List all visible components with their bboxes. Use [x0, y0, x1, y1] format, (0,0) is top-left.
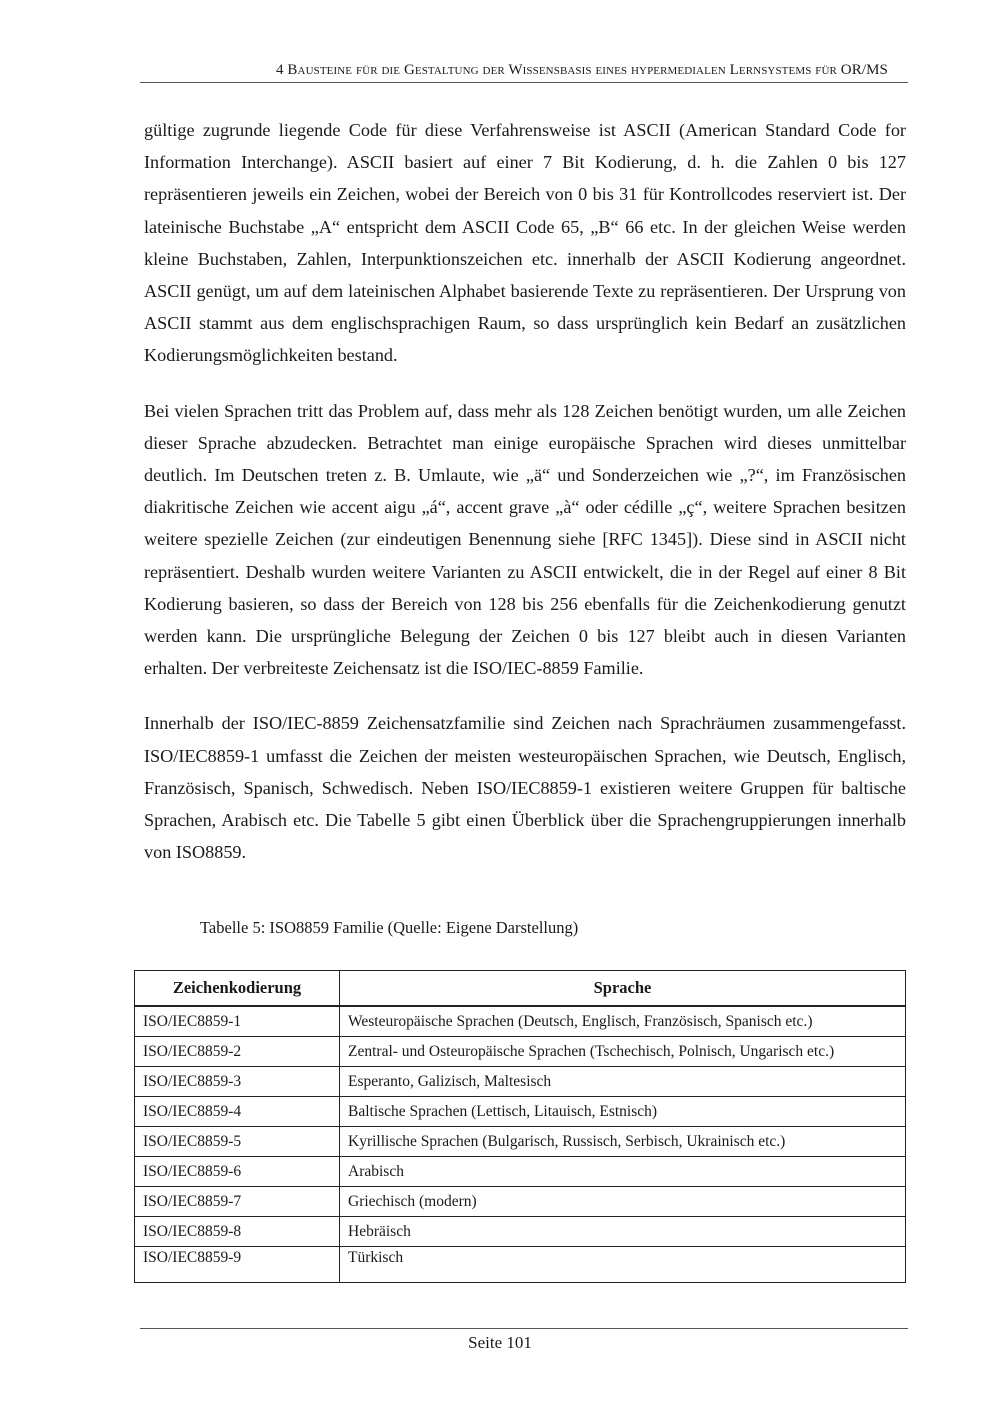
- language-cell: Westeuropäische Sprachen (Deutsch, Englisch, Französisch, Spanisch etc.): [340, 1006, 906, 1037]
- body-text: [144, 114, 906, 891]
- language-cell: Esperanto, Galizisch, Maltesisch: [340, 1067, 906, 1097]
- running-title: 4 Bausteine für die Gestaltung der Wissensbasis eines hypermedialen Lernsystems für OR/MS: [275, 62, 888, 78]
- language-cell: Türkisch: [340, 1247, 906, 1283]
- table-header-row: [135, 971, 906, 1007]
- encoding-cell: ISO/IEC8859-4: [135, 1097, 340, 1127]
- column-header-encoding: Zeichenkodierung: [135, 971, 340, 1007]
- language-cell: Kyrillische Sprachen (Bulgarisch, Russisch, Serbisch, Ukrainisch etc.): [340, 1127, 906, 1157]
- footer-divider: [140, 1328, 908, 1329]
- paragraph: Bei vielen Sprachen tritt das Problem auf, dass mehr als 128 Zeichen benötigt wurden, um alle Zeichen dieser Sprache abzudecken. Betrachtet man einige europäische Sprachen wird dieses unmittelbar deutlich. Im Deutschen treten z. B. Umlaute, wie „ä“ und Sonderzeichen wie „?“, im Französischen diakritische Zeichen wie accent aigu „á“, accent grave „à“ oder cédille „ç“, weitere Sprachen besitzen weitere spezielle Zeichen (zur eindeutigen Benennung siehe [RFC 1345]). Diese sind in ASCII nicht repräsentiert. Deshalb wurden weitere Varianten zu ASCII entwickelt, die in der Regel auf einer 8 Bit Kodierung basieren, so dass der Bereich von 128 bis 256 ebenfalls für die Zeichenkodierung genutzt werden kann. Die ursprüngliche Belegung der Zeichen 0 bis 127 bleibt auch in diesen Varianten erhalten. Der verbreiteste Zeichensatz ist die ISO/IEC-8859 Familie.: [144, 400, 906, 679]
- encoding-cell: ISO/IEC8859-2: [135, 1037, 340, 1067]
- language-cell: Arabisch: [340, 1157, 906, 1187]
- table-row: [135, 1037, 906, 1067]
- paragraph: Innerhalb der ISO/IEC-8859 Zeichensatzfamilie sind Zeichen nach Sprachräumen zusammengefasst. ISO/IEC8859-1 umfasst die Zeichen der meisten westeuropäischen Sprachen, wie Deutsch, Englisch, Französisch, Spanisch, Schwedisch. Neben ISO/IEC8859-1 existieren weitere Gruppen für baltische Sprachen, Arabisch etc. Die Tabelle 5 gibt einen Überblick über die Sprachengruppierungen innerhalb von ISO8859.: [144, 713, 906, 863]
- table-row: [135, 1006, 906, 1037]
- language-cell: Zentral- und Osteuropäische Sprachen (Tschechisch, Polnisch, Ungarisch etc.): [340, 1037, 906, 1067]
- table-row: [135, 1067, 906, 1097]
- encoding-cell: ISO/IEC8859-1: [135, 1006, 340, 1037]
- encoding-cell: ISO/IEC8859-5: [135, 1127, 340, 1157]
- encoding-cell: ISO/IEC8859-6: [135, 1157, 340, 1187]
- table-row: [135, 1157, 906, 1187]
- table-row: [135, 1217, 906, 1247]
- table-caption: Tabelle 5: ISO8859 Familie (Quelle: Eigene Darstellung): [200, 918, 579, 937]
- language-cell: Baltische Sprachen (Lettisch, Litauisch, Estnisch): [340, 1097, 906, 1127]
- table-row: [135, 1097, 906, 1127]
- encoding-table: [134, 970, 906, 1283]
- table-row: [135, 1247, 906, 1283]
- table-row: [135, 1187, 906, 1217]
- language-cell: Griechisch (modern): [340, 1187, 906, 1217]
- page-header: [140, 62, 908, 83]
- page-number: Seite 101: [468, 1333, 532, 1352]
- paragraph: gültige zugrunde liegende Code für diese Verfahrensweise ist ASCII (American Standard Code for Information Interchange). ASCII basiert auf einer 7 Bit Kodierung, d. h. die Zahlen 0 bis 127 repräsentieren jeweils ein Zeichen, wobei der Bereich von 0 bis 31 für Kontrollcodes reserviert ist. Der lateinische Buchstabe „A“ entspricht dem ASCII Code 65, „B“ 66 etc. In der gleichen Weise werden kleine Buchstaben, Zahlen, Interpunktionszeichen etc. innerhalb der ASCII Kodierung angeordnet. ASCII genügt, um auf dem lateinischen Alphabet basierende Texte zu repräsentieren. Der Ursprung von ASCII stammt aus dem englischsprachigen Raum, so dass ursprünglich kein Bedarf an zusätzlichen Kodierungsmöglichkeiten bestand.: [144, 120, 906, 366]
- column-header-language: Sprache: [340, 971, 906, 1007]
- table-row: [135, 1127, 906, 1157]
- encoding-cell: ISO/IEC8859-3: [135, 1067, 340, 1097]
- language-cell: Hebräisch: [340, 1217, 906, 1247]
- encoding-cell: ISO/IEC8859-7: [135, 1187, 340, 1217]
- encoding-cell: ISO/IEC8859-9: [135, 1247, 340, 1283]
- encoding-cell: ISO/IEC8859-8: [135, 1217, 340, 1247]
